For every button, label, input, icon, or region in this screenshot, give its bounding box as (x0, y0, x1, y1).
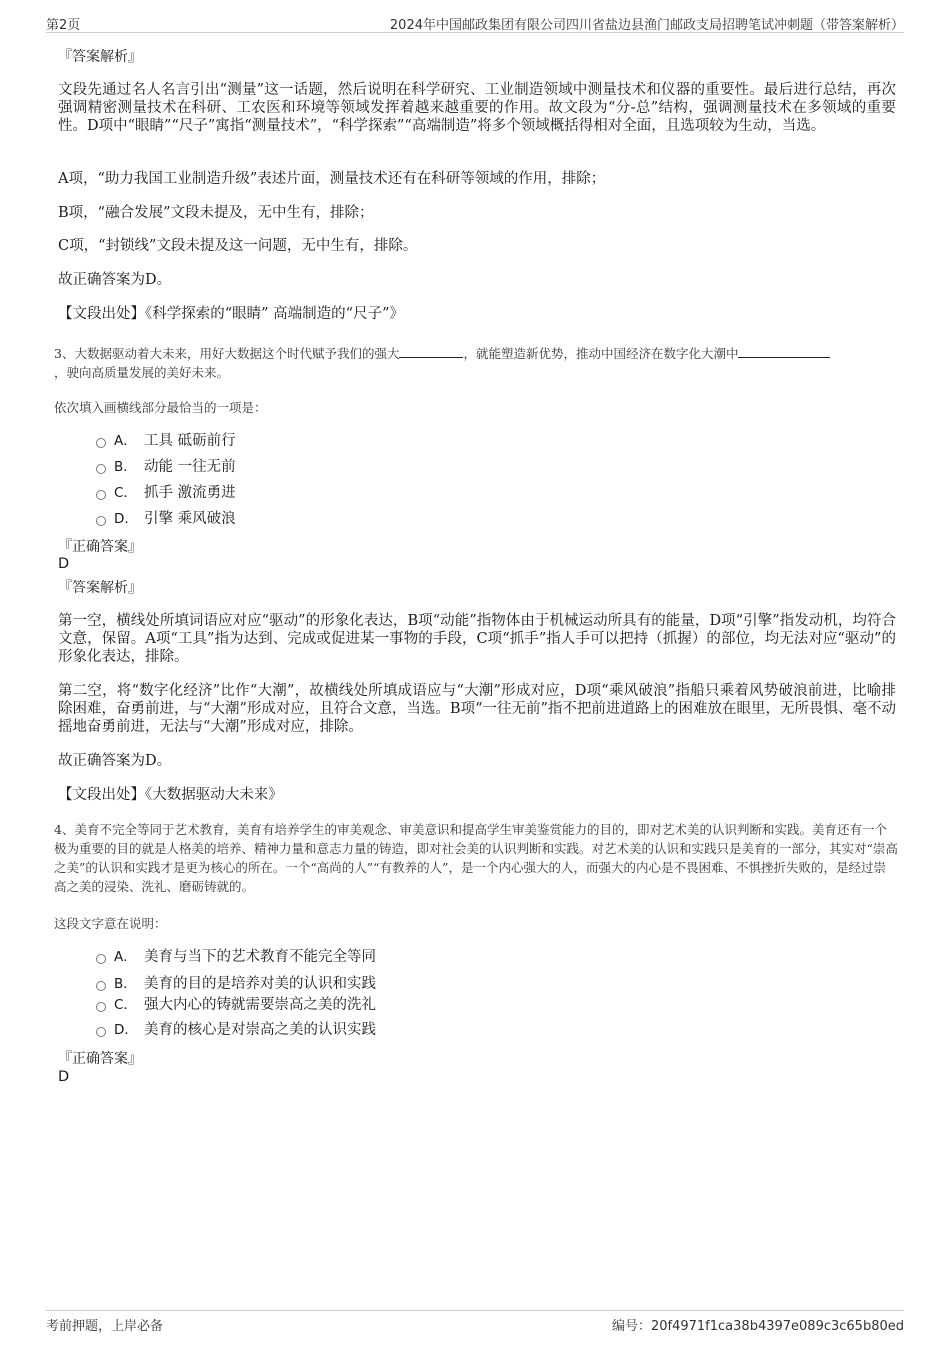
q2-conclusion: 故正确答案为D。 (58, 272, 172, 288)
q3-option-a[interactable]: A． 工具 砥砺前行 (96, 431, 236, 451)
q3-explanation-2: 第二空，将“数字化经济”比作“大潮”，故横线处所填成语应与“大潮”形成对应，D项“乘风破浪”指船只乘着风势破浪前进，比喻排除困难，奋勇前进，与“大潮”形成对应，且符合文意，当选。B项“一往无前”指不把前进道路上的困难放在眼里，无所畏惧、毫不动摇地奋勇前进，无法与“大潮”形成对应，排除。 (58, 683, 896, 735)
page-header (46, 10, 904, 33)
q4-option-b[interactable]: B． 美育的目的是培养对美的认识和实践 (96, 974, 376, 994)
page-footer (46, 1310, 904, 1339)
q4-prompt: 这段文字意在说明： (54, 916, 167, 931)
radio-icon[interactable] (96, 981, 106, 991)
q4-option-a[interactable]: A． 美育与当下的艺术教育不能完全等同 (96, 947, 376, 967)
q3-conclusion: 故正确答案为D。 (58, 753, 172, 769)
q4-answer: D (58, 1069, 70, 1085)
analysis-label: 『答案解析』 (58, 49, 142, 65)
radio-icon[interactable] (96, 954, 106, 964)
q3-explanation-1: 第一空，横线处所填词语应对应“驱动”的形象化表达，B项“动能”指物体由于机械运动所具有的能量，D项“引擎”指发动机，均符合文意，保留。A项“工具”指为达到、完成或促进某一事物的手段，C项“抓手”指人手可以把持（抓握）的部位，均无法对应“驱动”的形象化表达，排除。 (58, 613, 896, 665)
radio-icon[interactable] (96, 1002, 106, 1012)
q2-source: 【文段出处】《科学探索的“眼睛” 高端制造的“尺子”》 (58, 306, 405, 322)
q2-explanation: 文段先通过名人名言引出“测量”这一话题，然后说明在科学研究、工业制造领域中测量技术和仪器的重要性。最后进行总结，再次强调精密测量技术在科研、工农医和环境等领域发挥着越来越重要的作用。故文段为“分-总”结构，强调测量技术在多领域的重要性。D项中“眼睛”“尺子”寓指“测量技术”，“科学探索”“高端制造”将多个领域概括得相对全面，且选项较为生动，当选。 (58, 82, 896, 134)
radio-icon[interactable] (96, 1027, 106, 1037)
q3-option-d[interactable]: D． 引擎 乘风破浪 (96, 509, 236, 529)
footer-slogan: 考前押题，上岸必备 (46, 1319, 164, 1334)
q3-stem-part-3: ，驶向高质量发展的美好未来。 (54, 365, 230, 380)
q3-stem (54, 344, 898, 382)
q3-prompt: 依次填入画横线部分最恰当的一项是： (54, 400, 267, 415)
q3-stem-part-2: ，就能塑造新优势，推动中国经济在数字化大潮中 (463, 346, 739, 361)
q3-stem-part-1: 3、大数据驱动着大未来，用好大数据这个时代赋予我们的强大 (54, 346, 400, 361)
correct-answer-label: 『正确答案』 (58, 1051, 142, 1067)
q4-stem: 4、美育不完全等同于艺术教育，美育有培养学生的审美观念、审美意识和提高学生审美鉴赏能力的目的，即对艺术美的认识判断和实践。美育还有一个极为重要的目的就是人格美的培养、精神力量和意志力量的铸造，即对社会美的认识判断和实践。对艺术美的认识和实践只是美育的一部分，其实对“崇高之美”的认识和实践才是更为核心的所在。一个“高尚的人”“有教养的人”，是一个内心强大的人，而强大的内心是不畏困难、不惧挫折失败的，是经过崇高之美的浸染、洗礼、磨砺铸就的。 (54, 822, 898, 894)
document-title: 2024年中国邮政集团有限公司四川省盐边县渔门邮政支局招聘笔试冲刺题（带答案解析） (389, 18, 904, 33)
q3-blank-1 (399, 345, 463, 358)
q3-blank-2 (738, 345, 830, 358)
analysis-label: 『答案解析』 (58, 580, 142, 596)
radio-icon[interactable] (96, 490, 106, 500)
radio-icon[interactable] (96, 464, 106, 474)
q4-option-d[interactable]: D． 美育的核心是对崇高之美的认识实践 (96, 1020, 376, 1040)
q2-explanation-a: A项，“助力我国工业制造升级”表述片面，测量技术还有在科研等领域的作用，排除； (58, 171, 606, 187)
q3-option-b[interactable]: B． 动能 一往无前 (96, 457, 236, 477)
q2-explanation-c: C项，“封锁线”文段未提及这一问题，无中生有，排除。 (58, 238, 418, 254)
q3-option-c[interactable]: C． 抓手 激流勇进 (96, 483, 236, 503)
correct-answer-label: 『正确答案』 (58, 539, 142, 555)
q3-source: 【文段出处】《大数据驱动大未来》 (58, 787, 283, 803)
radio-icon[interactable] (96, 516, 106, 526)
document-code: 编号：20f4971f1ca38b4397e089c3c65b80ed (611, 1319, 904, 1334)
q3-answer: D (58, 556, 70, 572)
q2-explanation-b: B项，“融合发展”文段未提及，无中生有，排除； (58, 205, 374, 221)
q4-option-c[interactable]: C． 强大内心的铸就需要崇高之美的洗礼 (96, 995, 376, 1015)
radio-icon[interactable] (96, 438, 106, 448)
page-number: 第2页 (46, 18, 81, 33)
